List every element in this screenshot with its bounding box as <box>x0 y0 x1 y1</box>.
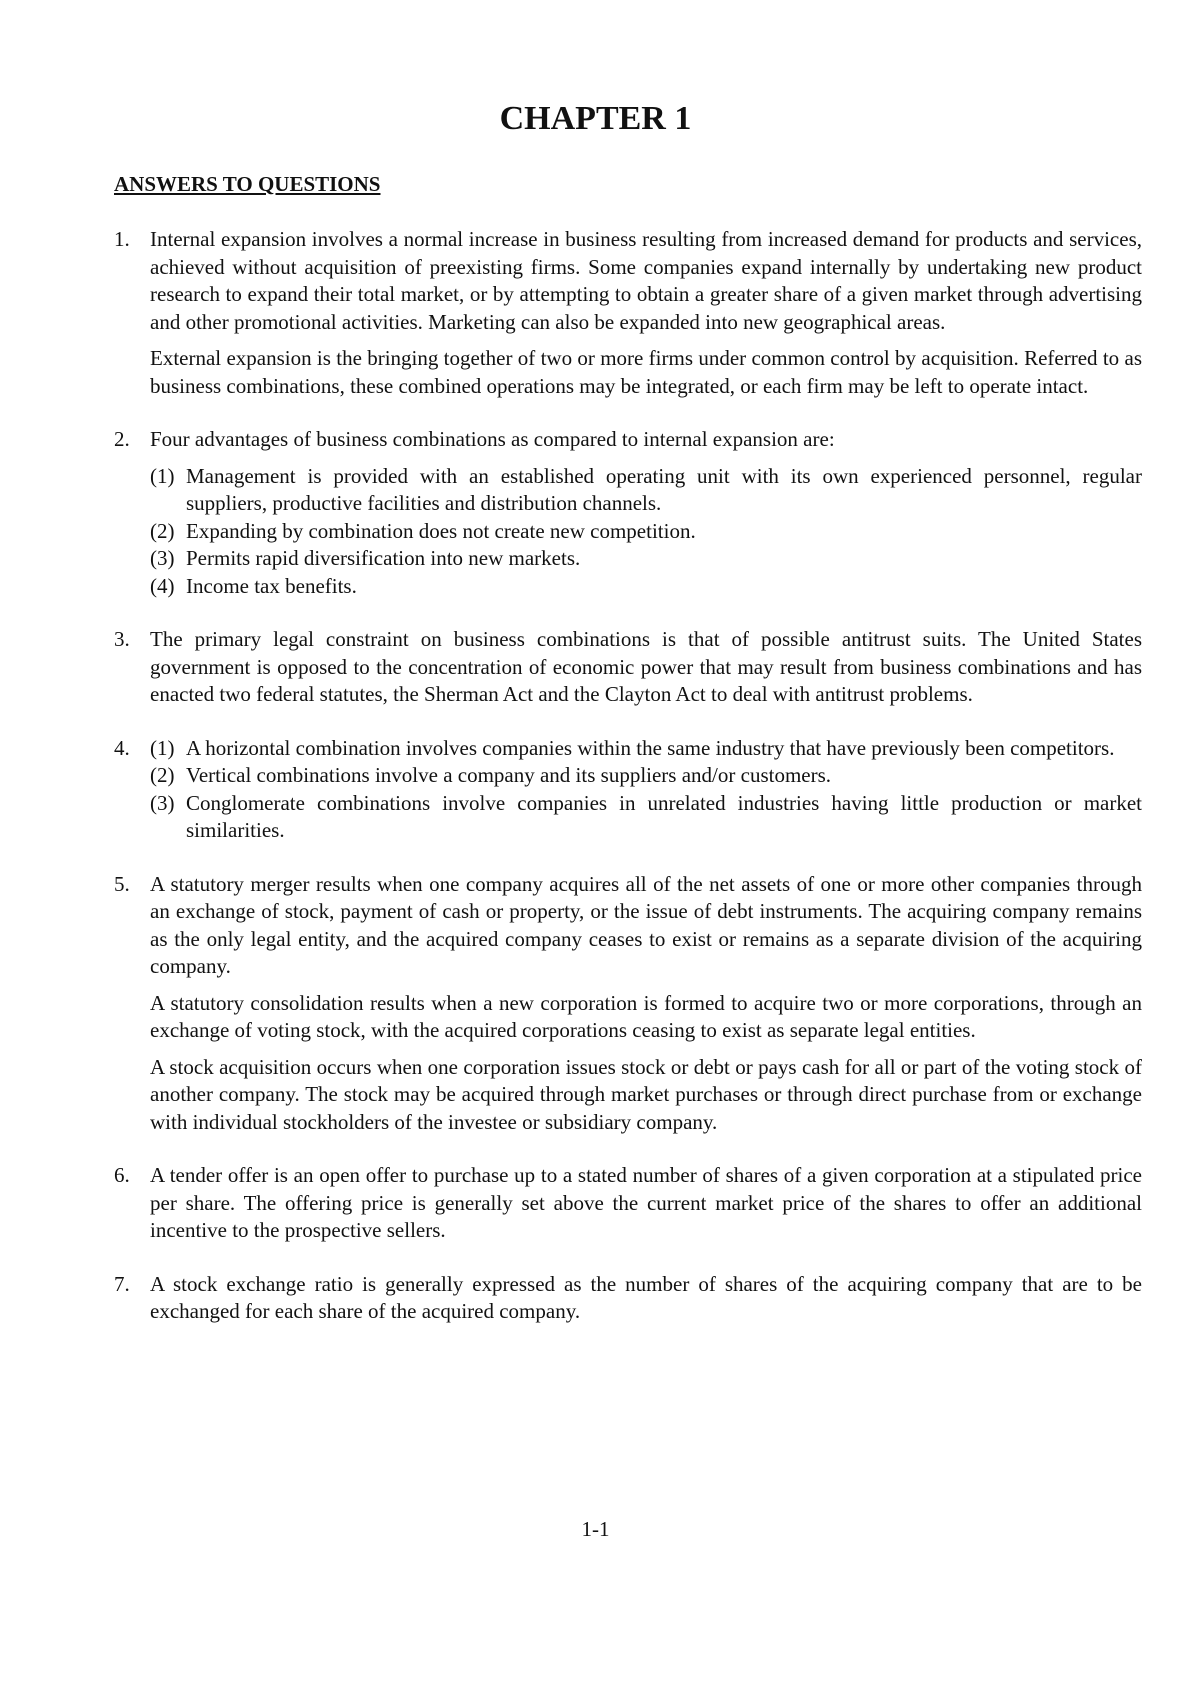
section-heading: ANSWERS TO QUESTIONS <box>114 172 381 196</box>
answer-paragraph: A statutory consolidation results when a new corporation is formed to acquire two or more corporations, through an exchange of voting stock, with the acquired corporations ceasing to exist as separate legal entities. <box>150 990 1142 1042</box>
sub-item-label: (1) <box>150 735 175 760</box>
sub-item-text: Management is provided with an established operating unit with its own experienced personnel, regular suppliers, productive facilities and distribution channels. <box>186 463 1142 515</box>
answer-paragraph: A tender offer is an open offer to purchase up to a stated number of shares of a given corporation at a stipulated price per share. The offering price is generally set above the current market price of the shares to offer an additional incentive to the prospective sellers. <box>150 1163 1142 1242</box>
sub-list <box>150 463 1142 601</box>
sub-item-text: Conglomerate combinations involve companies in unrelated industries having little production or market similarities. <box>186 790 1142 842</box>
answer-number: 6. <box>114 1163 130 1187</box>
answer-item-6 <box>114 1162 1142 1245</box>
sub-list-item <box>150 790 1142 845</box>
page-number: 1-1 <box>581 1517 610 1541</box>
sub-list-item <box>150 463 1142 518</box>
answer-number: 5. <box>114 871 130 896</box>
answer-paragraph: Internal expansion involves a normal increase in business resulting from increased demand for products and services, achieved without acquisition of preexisting firms. Some companies expand internally by undertaking new product research to expand their total market, or by attempting to obtain a greater share of a given market through advertising and other promotional activities. Marketing can also be expanded into new geographical areas. <box>150 227 1142 334</box>
sub-item-label: (1) <box>150 463 175 488</box>
sub-item-label: (4) <box>150 573 175 598</box>
answer-item-2 <box>114 426 1142 600</box>
answer-item-7 <box>114 1271 1142 1326</box>
answer-paragraph: External expansion is the bringing together of two or more firms under common control by acquisition. Referred to as business combinations, these combined operations may be integrated, or each firm may be left to operate intact. <box>150 346 1142 398</box>
answer-number: 3. <box>114 627 130 651</box>
answer-paragraph: A statutory merger results when one company acquires all of the net assets of one or more other companies through an exchange of stock, payment of cash or property, or the issue of debt instruments. The acquiring company remains as the only legal entity, and the acquired company ceases to exist or remains as a separate division of the acquiring company. <box>150 871 1142 978</box>
sub-list-item <box>150 518 1142 546</box>
answers-list <box>114 226 1142 1352</box>
sub-list-item <box>150 573 1142 601</box>
answer-number: 4. <box>114 735 130 760</box>
sub-item-text: Income tax benefits. <box>186 573 357 598</box>
answer-number: 1. <box>114 227 130 251</box>
answer-intro: Four advantages of business combinations as compared to internal expansion are: <box>150 427 835 451</box>
sub-item-text: Permits rapid diversification into new markets. <box>186 546 581 570</box>
sub-item-label: (2) <box>150 763 175 787</box>
chapter-title: CHAPTER 1 <box>499 100 692 137</box>
sub-list-item <box>150 735 1142 763</box>
answer-number: 7. <box>114 1271 130 1296</box>
sub-list <box>150 735 1142 845</box>
answer-item-1 <box>114 226 1142 400</box>
answer-paragraph: The primary legal constraint on business combinations is that of possible antitrust suits. The United States government is opposed to the concentration of economic power that may result from business combinations and has enacted two federal statutes, the Sherman Act and the Clayton Act to deal with antitrust problems. <box>150 627 1142 706</box>
answer-item-4 <box>114 735 1142 845</box>
answer-item-5 <box>114 871 1142 1137</box>
sub-item-text: Vertical combinations involve a company and its suppliers and/or customers. <box>186 763 832 787</box>
sub-item-text: Expanding by combination does not create new competition. <box>186 518 696 543</box>
sub-item-label: (2) <box>150 518 175 543</box>
answer-number: 2. <box>114 427 130 451</box>
sub-item-label: (3) <box>150 546 175 570</box>
sub-list-item <box>150 545 1142 573</box>
answer-item-3 <box>114 626 1142 709</box>
sub-list-item <box>150 762 1142 790</box>
sub-item-text: A horizontal combination involves companies within the same industry that have previously been competitors. <box>186 735 1115 760</box>
answer-paragraph: A stock exchange ratio is generally expressed as the number of shares of the acquiring company that are to be exchanged for each share of the acquired company. <box>150 1271 1142 1323</box>
answer-paragraph: A stock acquisition occurs when one corporation issues stock or debt or pays cash for all or part of the voting stock of another company. The stock may be acquired through market purchases or through direct purchase from or exchange with individual stockholders of the investee or subsidiary company. <box>150 1054 1142 1134</box>
sub-item-label: (3) <box>150 790 175 815</box>
